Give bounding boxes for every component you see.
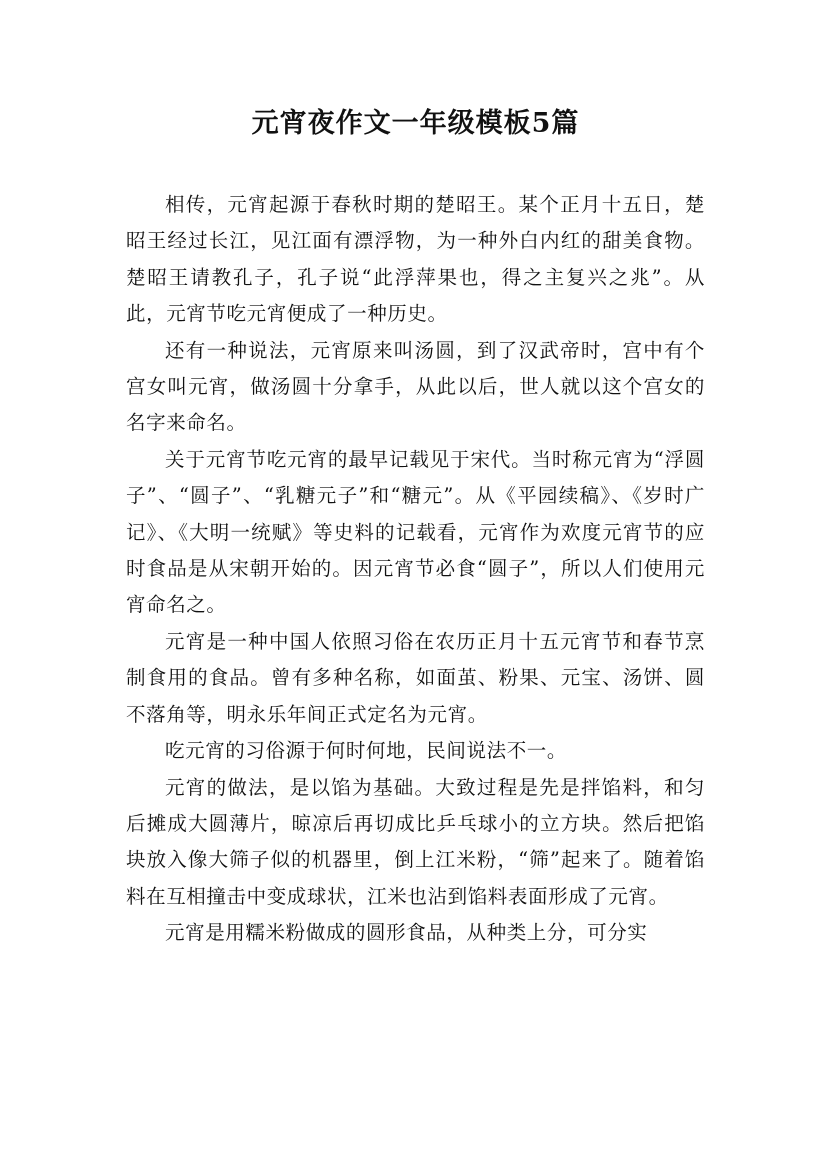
paragraph: 还有一种说法，元宵原来叫汤圆，到了汉武帝时，宫中有个宫女叫元宵，做汤圆十分拿手，从此以后，世人就以这个宫女的名字来命名。 [126,338,705,435]
paragraph: 吃元宵的习俗源于何时何地，民间说法不一。 [165,739,568,763]
paragraph: 元宵的做法，是以馅为基础。大致过程是先是拌馅料，和匀后摊成大圆薄片，晾凉后再切成比乒乓球小的立方块。然后把馅块放入像大筛子似的机器里，倒上江米粉，“筛”起来了。随着馅料在互相撞击中变成球状，江米也沾到馅料表面形成了元宵。 [126,775,705,908]
paragraph: 元宵是用糯米粉做成的圆形食品，从种类上分，可分实 [165,921,648,945]
document-body [126,187,705,952]
paragraph: 元宵是一种中国人依照习俗在农历正月十五元宵节和春节烹制食用的食品。曾有多种名称，如面茧、粉果、元宝、汤饼、圆不落角等，明永乐年间正式定名为元宵。 [126,629,705,726]
paragraph: 相传，元宵起源于春秋时期的楚昭王。某个正月十五日，楚昭王经过长江，见江面有漂浮物，为一种外白内红的甜美食物。楚昭王请教孔子，孔子说“此浮萍果也，得之主复兴之兆”。从此，元宵节吃元宵便成了一种历史。 [126,193,705,326]
document-title: 元宵夜作文一年级模板5篇 [251,108,580,139]
paragraph: 关于元宵节吃元宵的最早记载见于宋代。当时称元宵为“浮圆子”、“圆子”、“乳糖元子”和“糖元”。从《平园续稿》、《岁时广记》、《大明一统赋》等史料的记载看，元宵作为欢度元宵节的应时食品是从宋朝开始的。因元宵节必食“圆子”，所以人们使用元宵命名之。 [126,447,705,617]
